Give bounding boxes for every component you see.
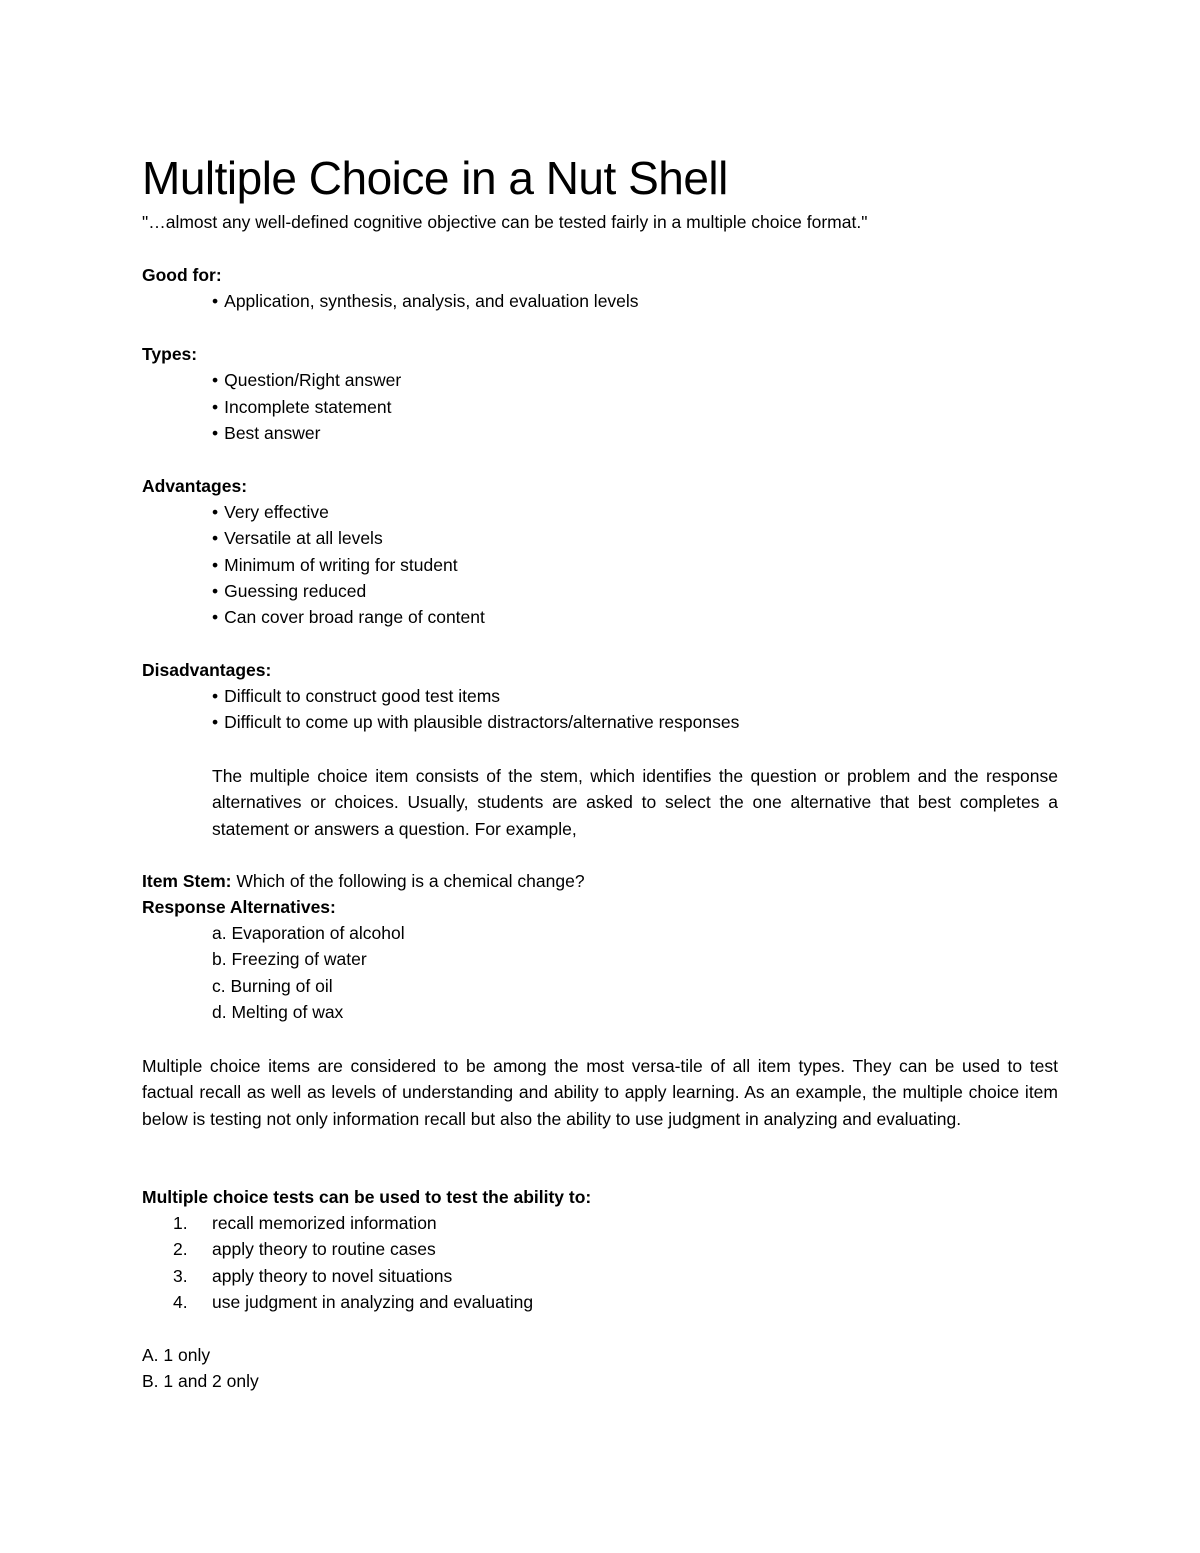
list-number: 4. [173, 1292, 188, 1312]
list-item: • Guessing reduced [212, 579, 366, 603]
list-item: d. Melting of wax [212, 1002, 344, 1022]
list-item [142, 1237, 436, 1261]
list-item: • Best answer [212, 421, 320, 445]
types-heading: Types: [142, 344, 198, 364]
versatile-paragraph: Multiple choice items are considered to be among the most versa-tile of all item types. They can be used to test factual recall as well as levels of understanding and ability to apply learning. As an example, the multiple choice item below is testing not only information recall but also the ability to use judgment in analyzing and evaluating. [142, 1056, 1058, 1129]
list-item: a. Evaporation of alcohol [212, 923, 405, 943]
stem-paragraph: The multiple choice item consists of the stem, which identifies the question or problem and the response alternatives or choices. Usually, students are asked to select the one alternative that best completes a statement or answers a question. For example, [212, 766, 1058, 839]
answer-option: B. 1 and 2 only [142, 1371, 259, 1391]
answer-option: A. 1 only [142, 1345, 211, 1365]
list-text: recall memorized information [212, 1213, 437, 1233]
good-for-heading: Good for: [142, 265, 222, 285]
list-item: • Difficult to construct good test items [212, 684, 500, 708]
list-text: apply theory to routine cases [212, 1239, 436, 1259]
list-text: use judgment in analyzing and evaluating [212, 1292, 534, 1312]
list-number: 3. [173, 1266, 188, 1286]
response-alternatives-heading: Response Alternatives: [142, 897, 336, 917]
list-item: b. Freezing of water [212, 949, 367, 969]
list-item: • Minimum of writing for student [212, 553, 458, 577]
page-title: Multiple Choice in a Nut Shell [142, 152, 728, 204]
item-stem-label: Item Stem: [142, 871, 232, 891]
list-item [142, 1290, 533, 1314]
list-item: • Question/Right answer [212, 368, 401, 392]
list-item [142, 1264, 452, 1288]
advantages-heading: Advantages: [142, 476, 248, 496]
list-item: • Can cover broad range of content [212, 605, 485, 629]
disadvantages-heading: Disadvantages: [142, 660, 272, 680]
ability-heading: Multiple choice tests can be used to test the ability to: [142, 1187, 592, 1207]
list-item: • Difficult to come up with plausible distractors/alternative responses [212, 710, 739, 734]
list-item: • Versatile at all levels [212, 526, 383, 550]
list-item: • Application, synthesis, analysis, and evaluation levels [212, 289, 639, 313]
list-number: 1. [173, 1213, 188, 1233]
quote-text: "…almost any well-defined cognitive objective can be tested fairly in a multiple choice format." [142, 212, 868, 232]
item-stem-text: Which of the following is a chemical change? [231, 871, 585, 891]
list-number: 2. [173, 1239, 188, 1259]
item-stem-line [142, 869, 585, 893]
list-item: • Incomplete statement [212, 395, 391, 419]
list-item: c. Burning of oil [212, 976, 333, 996]
list-text: apply theory to novel situations [212, 1266, 453, 1286]
list-item [142, 1211, 437, 1235]
list-item: • Very effective [212, 500, 329, 524]
